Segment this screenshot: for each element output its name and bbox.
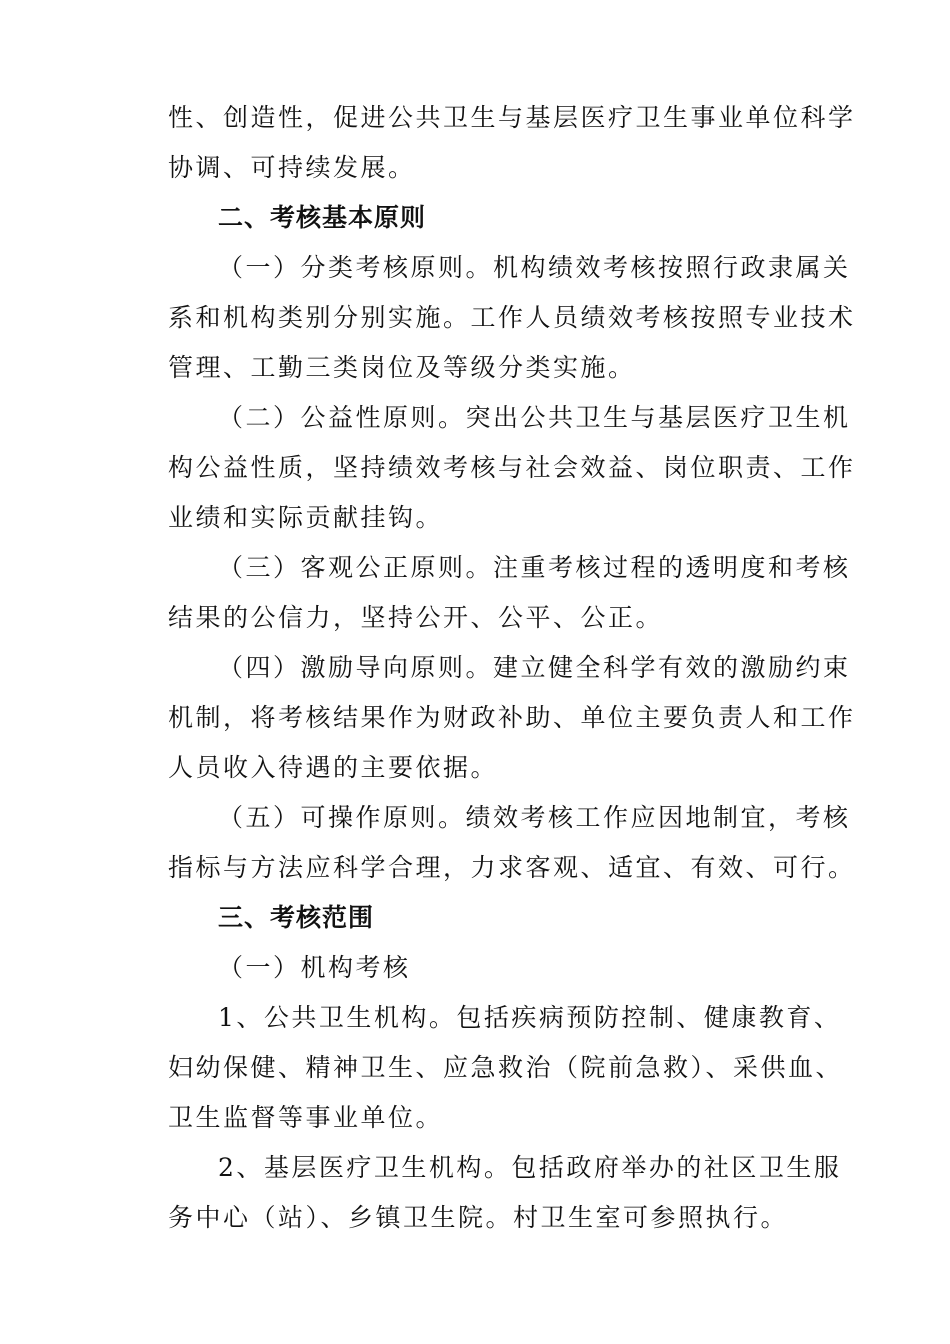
subsection-heading: （一）机构考核 [218,953,411,982]
document-page [168,93,856,1243]
paragraph-first-line: （三）客观公正原则。注重考核过程的透明度和考核 [218,553,851,582]
body-line: 妇幼保健、精神卫生、应急救治（院前急救）、采供血、 [168,1053,844,1082]
body-line: 管理、工勤三类岗位及等级分类实施。 [168,353,636,382]
body-line: 系和机构类别分别实施。工作人员绩效考核按照专业技术 [168,303,856,332]
paragraph-first-line: （一）分类考核原则。机构绩效考核按照行政隶属关 [218,253,851,282]
paragraph-first-line: （四）激励导向原则。建立健全科学有效的激励约束 [218,653,851,682]
paragraph-first-line: （五）可操作原则。绩效考核工作应因地制宜，考核 [218,803,851,832]
body-line: 性、创造性，促进公共卫生与基层医疗卫生事业单位科学 [168,103,856,132]
section-heading: 三、考核范围 [218,903,375,932]
paragraph-first-line: （二）公益性原则。突出公共卫生与基层医疗卫生机 [218,403,851,432]
body-line: 协调、可持续发展。 [168,153,416,182]
body-line: 业绩和实际贡献挂钩。 [168,503,444,532]
paragraph-first-line: 2、基层医疗卫生机构。包括政府举办的社区卫生服 [218,1153,842,1182]
body-line: 指标与方法应科学合理，力求客观、适宜、有效、可行。 [168,853,856,882]
body-line: 结果的公信力，坚持公开、公平、公正。 [168,603,664,632]
paragraph-first-line: 1、公共卫生机构。包括疾病预防控制、健康教育、 [218,1003,842,1032]
body-line: 构公益性质，坚持绩效考核与社会效益、岗位职责、工作 [168,453,856,482]
body-line: 卫生监督等事业单位。 [168,1103,444,1132]
section-heading: 二、考核基本原则 [218,203,427,232]
body-line: 务中心（站）、乡镇卫生院。村卫生室可参照执行。 [168,1203,789,1232]
body-line: 机制，将考核结果作为财政补助、单位主要负责人和工作 [168,703,856,732]
body-line: 人员收入待遇的主要依据。 [168,753,499,782]
